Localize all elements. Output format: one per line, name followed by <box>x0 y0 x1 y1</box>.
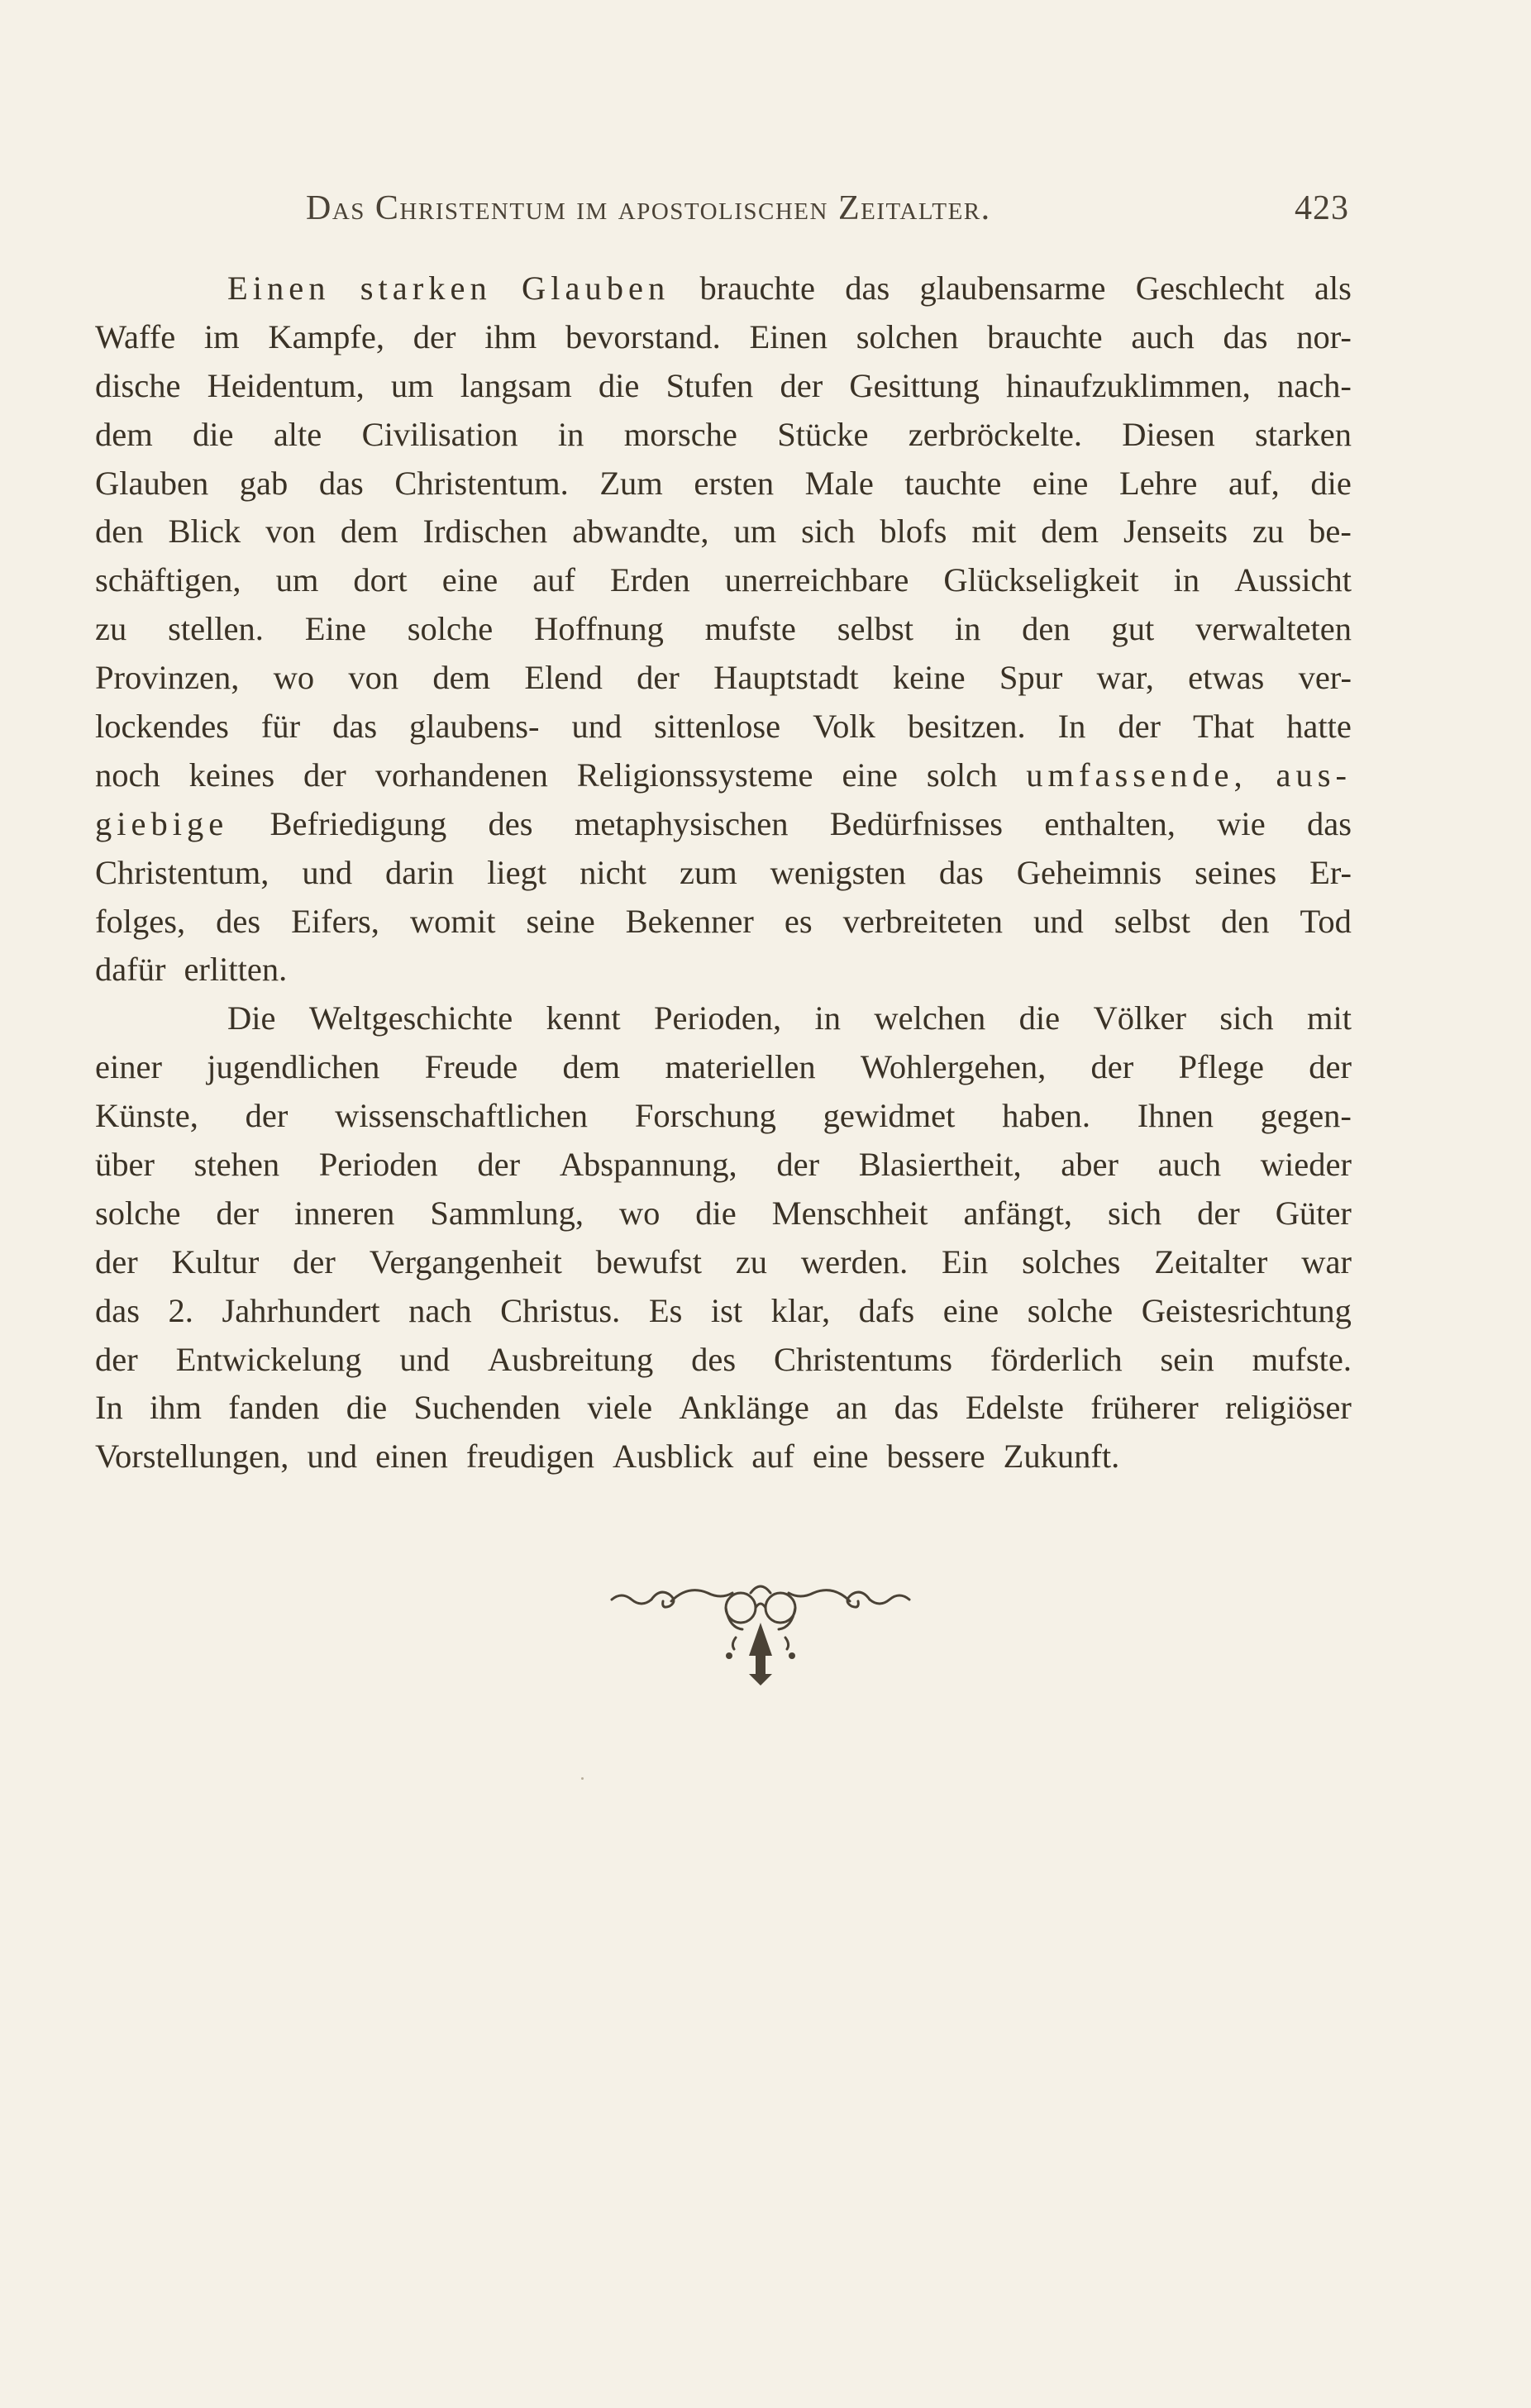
word: glaubensarme <box>919 269 1106 307</box>
word: keines <box>188 756 275 794</box>
text-line <box>95 1336 1352 1385</box>
word: wieder <box>1260 1146 1352 1184</box>
word: Edelste <box>965 1389 1065 1427</box>
word: im <box>203 317 240 355</box>
word: ihm <box>150 1389 203 1427</box>
word: Stufen <box>665 366 754 404</box>
text-line <box>95 751 1352 800</box>
word: sich <box>801 513 856 551</box>
text-line <box>95 1384 1352 1433</box>
word: Ein <box>942 1242 989 1280</box>
word: gab <box>239 464 289 502</box>
word: materiellen <box>665 1048 816 1086</box>
text-line <box>95 605 1352 654</box>
text-line <box>95 1287 1352 1336</box>
word: bessere <box>886 1438 985 1476</box>
word: verbreiteten <box>842 902 1003 940</box>
word: der <box>477 1146 521 1184</box>
word: Ihnen <box>1137 1097 1214 1135</box>
word: be- <box>1309 513 1352 551</box>
word: Volk <box>813 708 875 746</box>
word: jugendlichen <box>207 1048 380 1086</box>
word: Eifers, <box>291 902 379 940</box>
word: dort <box>353 561 408 599</box>
text-line <box>95 1043 1352 1092</box>
word: der <box>95 1340 138 1378</box>
word: fanden <box>228 1389 320 1427</box>
word: religiöser <box>1224 1389 1352 1427</box>
word: gewidmet <box>823 1097 956 1135</box>
word: in <box>954 610 981 648</box>
word: der <box>245 1097 289 1135</box>
word: erlitten. <box>184 951 288 989</box>
word: vorhandenen <box>374 756 548 794</box>
word: Ausblick <box>613 1438 734 1476</box>
word: zum <box>680 853 737 891</box>
word: Geschlecht <box>1135 269 1285 307</box>
word: metaphysischen <box>574 804 789 842</box>
word: nicht <box>579 853 647 891</box>
word: aber <box>1061 1146 1118 1184</box>
word: schäftigen, <box>95 561 241 599</box>
word: Blasiertheit, <box>858 1146 1022 1184</box>
text-line <box>95 556 1352 605</box>
word: das <box>95 1291 140 1329</box>
word: Perioden, <box>653 999 782 1037</box>
word: das <box>1223 317 1268 355</box>
word: brauchte <box>987 317 1103 355</box>
text-line <box>95 898 1352 947</box>
word: Ausbreitung <box>488 1340 654 1378</box>
word: Zeitalter <box>1154 1242 1268 1280</box>
word: Abspannung, <box>559 1146 737 1184</box>
word: Christus. <box>500 1291 621 1329</box>
word: dem <box>432 659 491 697</box>
word: lockendes <box>95 708 229 746</box>
word: das <box>894 1389 939 1427</box>
word: Elend <box>524 659 603 697</box>
word: mufste. <box>1252 1340 1352 1378</box>
word: für <box>260 708 301 746</box>
word: giebige <box>95 804 229 842</box>
word: liegt <box>487 853 547 891</box>
word: um <box>733 513 777 551</box>
word: noch <box>95 756 160 794</box>
word: 2. <box>168 1291 193 1329</box>
body-text <box>95 265 1352 1481</box>
word: keine <box>892 659 966 697</box>
page-number: 423 <box>1295 189 1349 227</box>
word: auf <box>751 1438 794 1476</box>
word: auch <box>1157 1146 1222 1184</box>
word: dem <box>95 415 153 453</box>
text-line <box>95 1238 1352 1287</box>
text-line <box>95 362 1352 411</box>
word: Befriedigung <box>269 804 447 842</box>
word: gegen- <box>1260 1097 1352 1135</box>
word: seines <box>1195 853 1277 891</box>
word: mufste <box>704 610 796 648</box>
word: darin <box>385 853 455 891</box>
word: Gesittung <box>849 366 980 404</box>
word: Kampfe, <box>268 317 384 355</box>
word: morsche <box>623 415 737 453</box>
word: war <box>1301 1242 1352 1280</box>
word: Einen <box>227 269 331 307</box>
word: das <box>332 708 378 746</box>
word: des <box>488 804 533 842</box>
word: dem <box>562 1048 621 1086</box>
word: solchen <box>856 317 959 355</box>
word: selbst <box>837 610 913 648</box>
paper-speck <box>581 1777 584 1780</box>
word: abwandte, <box>572 513 709 551</box>
word: Vergangenheit <box>369 1242 562 1280</box>
word: förderlich <box>990 1340 1123 1378</box>
word: der <box>1118 708 1161 746</box>
word: Aussicht <box>1234 561 1352 599</box>
word: solche <box>407 610 494 648</box>
word: dafs <box>858 1291 915 1329</box>
word: das <box>318 464 364 502</box>
word: wo <box>618 1194 661 1232</box>
word: der <box>216 1194 260 1232</box>
text-line <box>95 1190 1352 1238</box>
word: Geistesrichtung <box>1141 1291 1352 1329</box>
word: nach- <box>1276 366 1352 404</box>
word: der <box>780 366 823 404</box>
word: solche <box>95 1194 181 1232</box>
word: den <box>95 513 144 551</box>
word: Kultur <box>171 1242 260 1280</box>
word: Güter <box>1275 1194 1352 1232</box>
word: stellen. <box>168 610 264 648</box>
word: solche <box>1027 1291 1114 1329</box>
word: starken <box>1255 415 1352 453</box>
word: mit <box>971 513 1017 551</box>
word: in <box>557 415 584 453</box>
floral-tailpiece-icon <box>595 1575 926 1715</box>
word: Sammlung, <box>430 1194 584 1232</box>
word: die <box>193 415 234 453</box>
word: bevorstand. <box>565 317 721 355</box>
word: Pflege <box>1178 1048 1264 1086</box>
word: der <box>1090 1048 1134 1086</box>
word: Entwickelung <box>175 1340 362 1378</box>
word: unerreichbare <box>724 561 909 599</box>
word: viele <box>587 1389 653 1427</box>
word: Glückseligkeit <box>943 561 1139 599</box>
word: dafür <box>95 951 166 989</box>
word: langsam <box>460 366 572 404</box>
word: anfängt, <box>963 1194 1073 1232</box>
word: auf <box>532 561 575 599</box>
word: und <box>399 1340 451 1378</box>
word: das <box>1306 804 1352 842</box>
word: alte <box>273 415 322 453</box>
running-head <box>306 188 1349 238</box>
word: und <box>307 1438 358 1476</box>
word: an <box>836 1389 868 1427</box>
word: das <box>845 269 890 307</box>
word: eine <box>842 756 898 794</box>
word: umfassende, <box>1026 756 1247 794</box>
word: der <box>1309 1048 1352 1086</box>
word: zu <box>1252 513 1285 551</box>
word: als <box>1314 269 1352 307</box>
word: einen <box>375 1438 448 1476</box>
word: der <box>95 1242 138 1280</box>
word: Jahrhundert <box>222 1291 380 1329</box>
word: sich <box>1107 1194 1162 1232</box>
word: der <box>413 317 456 355</box>
text-line <box>95 1141 1352 1190</box>
word: der <box>303 756 346 794</box>
word: Künste, <box>95 1097 198 1135</box>
word: solches <box>1022 1242 1121 1280</box>
word: wie <box>1217 804 1266 842</box>
word: ersten <box>694 464 775 502</box>
word: früherer <box>1090 1389 1199 1427</box>
word: Menschheit <box>771 1194 928 1232</box>
word: auf, <box>1228 464 1280 502</box>
word: hinaufzuklimmen, <box>1006 366 1251 404</box>
text-line <box>95 994 1352 1043</box>
word: Bekenner <box>625 902 754 940</box>
word: Jenseits <box>1123 513 1228 551</box>
text-line <box>95 946 1352 994</box>
word: That <box>1192 708 1255 746</box>
word: einer <box>95 1048 162 1086</box>
word: in <box>814 999 841 1037</box>
word: Forschung <box>634 1097 776 1135</box>
word: Vorstellungen, <box>95 1438 289 1476</box>
word: mit <box>1306 999 1352 1037</box>
word: welchen <box>874 999 986 1037</box>
word: etwas <box>1188 659 1265 697</box>
word: von <box>265 513 316 551</box>
word: die <box>1310 464 1352 502</box>
text-line <box>95 460 1352 508</box>
word: Erden <box>610 561 690 599</box>
word: In <box>95 1389 123 1427</box>
word: Diesen <box>1122 415 1215 453</box>
text-line <box>95 313 1352 362</box>
word: Male <box>804 464 874 502</box>
word: starken <box>360 269 492 307</box>
word: nach <box>408 1291 472 1329</box>
word: ist <box>710 1291 743 1329</box>
word: nor- <box>1296 317 1352 355</box>
word: ver- <box>1298 659 1352 697</box>
word: Eine <box>304 610 366 648</box>
word: Suchenden <box>413 1389 561 1427</box>
word: der <box>293 1242 336 1280</box>
word: sittenlose <box>654 708 781 746</box>
word: zu <box>735 1242 768 1280</box>
word: inneren <box>293 1194 395 1232</box>
word: Glauben <box>95 464 209 502</box>
word: dische <box>95 366 181 404</box>
word: des <box>691 1340 737 1378</box>
word: blofs <box>880 513 947 551</box>
word: Er- <box>1309 853 1352 891</box>
text-line <box>95 703 1352 751</box>
word: Lehre <box>1118 464 1198 502</box>
word: Civilisation <box>361 415 518 453</box>
running-title: Das Christentum im apostolischen Zeitalter. <box>306 189 991 227</box>
word: Hauptstadt <box>713 659 859 697</box>
word: folges, <box>95 902 186 940</box>
word: und <box>1033 902 1084 940</box>
word: Weltgeschichte <box>308 999 513 1037</box>
word: war, <box>1096 659 1154 697</box>
word: freudigen <box>465 1438 595 1476</box>
word: um <box>275 561 319 599</box>
word: die <box>598 366 640 404</box>
word: Religionssysteme <box>576 756 813 794</box>
word: womit <box>409 902 496 940</box>
word: solch <box>926 756 998 794</box>
word: zu <box>95 610 127 648</box>
word: den <box>1022 610 1071 648</box>
word: Zum <box>599 464 663 502</box>
word: stehen <box>193 1146 280 1184</box>
word: Blick <box>168 513 241 551</box>
word: brauchte <box>699 269 815 307</box>
word: Heidentum, <box>207 366 365 404</box>
word: zerbröckelte. <box>908 415 1082 453</box>
word: Irdischen <box>422 513 548 551</box>
word: und <box>571 708 622 746</box>
text-line <box>95 508 1352 556</box>
word: Perioden <box>318 1146 438 1184</box>
word: auch <box>1131 317 1195 355</box>
word: Einen <box>749 317 828 355</box>
word: Hoffnung <box>534 610 664 648</box>
word: seine <box>526 902 595 940</box>
word: dem <box>340 513 398 551</box>
word: die <box>1018 999 1061 1037</box>
word: eine <box>812 1438 869 1476</box>
word: sein <box>1160 1340 1214 1378</box>
text-line <box>95 654 1352 703</box>
word: Die <box>227 999 276 1037</box>
word: tauchte <box>904 464 1002 502</box>
word: Freude <box>424 1048 518 1086</box>
word: die <box>695 1194 737 1232</box>
word: Es <box>648 1291 683 1329</box>
text-line <box>95 411 1352 460</box>
word: um <box>390 366 434 404</box>
word: kennt <box>546 999 621 1037</box>
word: Zukunft. <box>1003 1438 1120 1476</box>
word: Glauben <box>522 269 670 307</box>
word: Christentums <box>774 1340 953 1378</box>
word: klar, <box>770 1291 831 1329</box>
word: Stücke <box>777 415 869 453</box>
word: dem <box>1041 513 1099 551</box>
word: glaubens- <box>409 708 540 746</box>
word: eine <box>1032 464 1089 502</box>
word: Provinzen, <box>95 659 240 697</box>
word: der <box>776 1146 820 1184</box>
word: verwalteten <box>1195 610 1352 648</box>
text-line <box>95 265 1352 313</box>
word: Spur <box>999 659 1063 697</box>
word: wissenschaftlichen <box>335 1097 589 1135</box>
word: den <box>1221 902 1270 940</box>
word: wo <box>273 659 315 697</box>
text-line <box>95 800 1352 849</box>
text-line <box>95 1092 1352 1141</box>
word: Völker <box>1093 999 1186 1037</box>
word: ihm <box>484 317 537 355</box>
word: selbst <box>1114 902 1191 940</box>
word: Christentum, <box>95 853 269 891</box>
word: Anklänge <box>679 1389 809 1427</box>
word: über <box>95 1146 155 1184</box>
word: eine <box>441 561 498 599</box>
word: Tod <box>1300 902 1352 940</box>
word: der <box>637 659 680 697</box>
word: das <box>938 853 984 891</box>
word: enthalten, <box>1044 804 1176 842</box>
text-line <box>95 1433 1352 1481</box>
word: des <box>216 902 261 940</box>
word: es <box>784 902 813 940</box>
word: Geheimnis <box>1016 853 1162 891</box>
word: besitzen. <box>907 708 1026 746</box>
word: Bedürfnisses <box>829 804 1004 842</box>
word: In <box>1057 708 1086 746</box>
word: in <box>1173 561 1200 599</box>
word: eine <box>942 1291 999 1329</box>
word: haben. <box>1002 1097 1090 1135</box>
word: Wohlergehen, <box>860 1048 1047 1086</box>
word: aus- <box>1276 756 1352 794</box>
word: der <box>1197 1194 1240 1232</box>
word: Christentum. <box>394 464 569 502</box>
word: gut <box>1111 610 1155 648</box>
word: bewufst <box>595 1242 702 1280</box>
word: sich <box>1219 999 1274 1037</box>
word: von <box>348 659 399 697</box>
word: die <box>346 1389 388 1427</box>
text-line <box>95 849 1352 898</box>
word: hatte <box>1286 708 1352 746</box>
word: werden. <box>800 1242 909 1280</box>
word: Waffe <box>95 317 176 355</box>
word: und <box>302 853 353 891</box>
word: wenigsten <box>770 853 906 891</box>
